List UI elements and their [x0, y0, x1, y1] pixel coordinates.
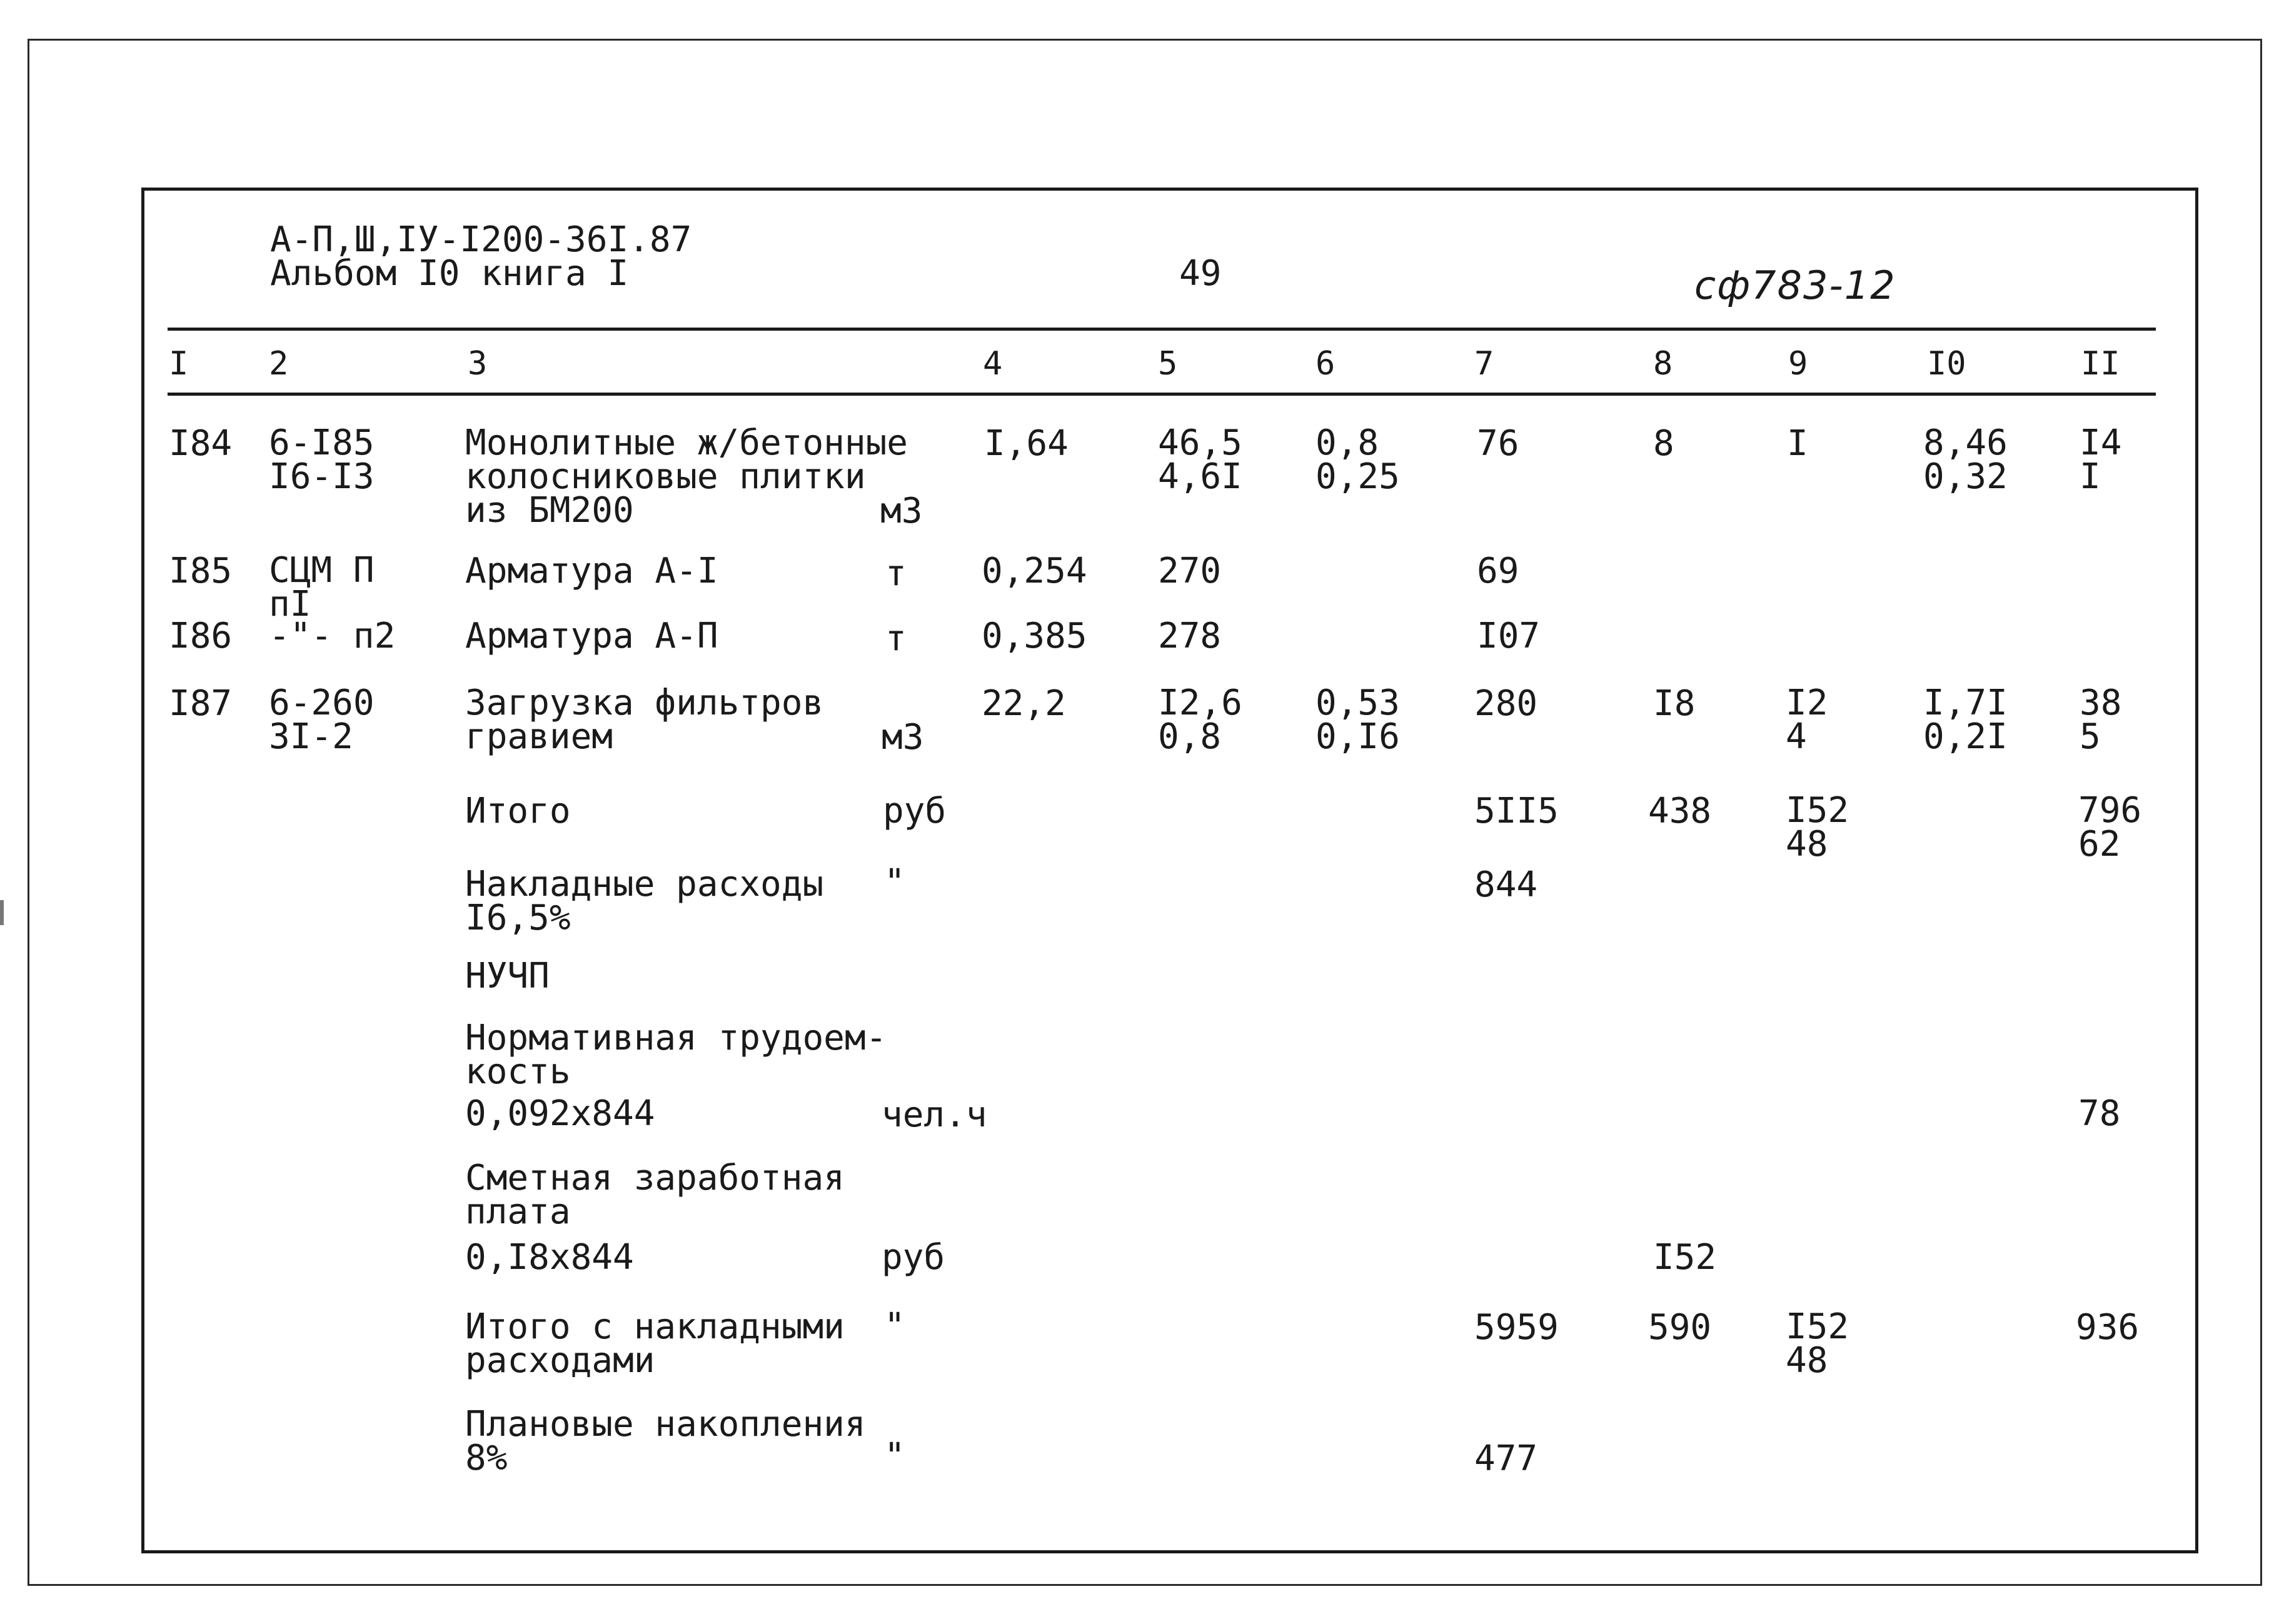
total-cost: 5959	[1474, 1307, 1559, 1348]
col10-value: I,7I 0,2I	[1923, 683, 2008, 757]
item-name: Арматура А-П	[465, 616, 718, 656]
total-cost: 69	[1477, 551, 1519, 591]
norm-code: 6-260 3I-2	[269, 683, 375, 757]
unit-cost: I2,6 0,8	[1158, 683, 1242, 757]
total-cost: I07	[1477, 616, 1541, 656]
document-designation: А-П,Ш,IУ-I200-36I.87	[270, 219, 692, 260]
row-number: I87	[169, 683, 233, 724]
col-header-2: 2	[269, 345, 289, 383]
col6-value: 0,53 0,I6	[1316, 683, 1400, 757]
col11-value: 796 62	[2078, 790, 2142, 865]
row-number: I84	[169, 423, 233, 464]
col11-value: I4 I	[2080, 423, 2122, 497]
page-number: 49	[1179, 253, 1222, 294]
col9-value: I2 4	[1786, 683, 1828, 757]
row-number: I86	[169, 616, 233, 656]
col11-value: 38 5	[2080, 683, 2122, 757]
unit: м3	[880, 491, 923, 531]
quantity: 0,385	[982, 616, 1087, 656]
unit: руб	[883, 791, 947, 831]
item-name: Плановые накопления 8%	[465, 1404, 866, 1478]
row-number: I85	[169, 551, 233, 591]
col8-value: 438	[1648, 791, 1712, 831]
item-name: Сметная заработная плата	[465, 1158, 845, 1232]
item-name: Арматура А-I	[465, 551, 718, 591]
unit: чел.ч	[882, 1095, 987, 1135]
col8-value: 590	[1648, 1307, 1712, 1348]
quantity: I,64	[984, 423, 1069, 464]
col8-value: I8	[1653, 683, 1696, 724]
edge-mark	[0, 900, 4, 925]
col8-value: 8	[1653, 423, 1674, 464]
unit-cost: 270	[1158, 551, 1222, 591]
total-cost: 477	[1474, 1438, 1538, 1479]
norm-code: 6-I85 I6-I3	[269, 423, 375, 497]
item-name: Монолитные ж/бетонные колосниковые плитки из БМ200	[465, 423, 908, 531]
item-name: Итого	[465, 791, 571, 831]
col-header-3: 3	[468, 345, 488, 383]
item-name: НУЧП	[465, 956, 550, 996]
total-cost: 76	[1477, 423, 1519, 464]
unit: т	[885, 553, 907, 594]
col-header-8: 8	[1653, 345, 1673, 383]
col9-value: I52 48	[1786, 790, 1849, 865]
col9-value: I52 48	[1786, 1306, 1849, 1381]
col-header-9: 9	[1788, 345, 1808, 383]
unit: руб	[882, 1237, 945, 1278]
item-name: Итого с накладными расходами	[465, 1306, 845, 1381]
album-book-label: Альбом I0 книга I	[270, 253, 629, 294]
norm-code: СЦМ П пI	[269, 550, 375, 624]
col-header-1: I	[169, 345, 189, 383]
unit: "	[884, 1436, 905, 1476]
norm-code: -"- п2	[269, 616, 396, 656]
col-header-4: 4	[983, 345, 1003, 383]
col10-value: 8,46 0,32	[1923, 423, 2008, 497]
col-header-11: II	[2081, 345, 2120, 383]
col-header-6: 6	[1316, 345, 1336, 383]
stamp-code: сф783-12	[1694, 263, 1896, 308]
unit: "	[884, 1306, 905, 1346]
item-name: 0,092x844	[465, 1093, 655, 1134]
header-bottom-rule	[168, 393, 2156, 396]
col11-value: 936	[2076, 1307, 2140, 1348]
col-header-5: 5	[1158, 345, 1178, 383]
unit: т	[885, 618, 907, 659]
total-cost: 844	[1474, 865, 1538, 905]
unit-cost: 278	[1158, 616, 1222, 656]
unit: м3	[882, 717, 924, 758]
item-name: Нормативная трудоем- кость	[465, 1018, 887, 1092]
col9-value: I	[1787, 423, 1808, 464]
col-header-10: I0	[1927, 345, 1966, 383]
item-name: 0,I8x844	[465, 1237, 634, 1278]
col-header-7: 7	[1474, 345, 1494, 383]
col8-value: I52	[1653, 1237, 1717, 1278]
col11-value: 78	[2078, 1093, 2121, 1134]
item-name: Загрузка фильтров гравием	[465, 683, 824, 757]
total-cost: 280	[1474, 683, 1538, 724]
col6-value: 0,8 0,25	[1316, 423, 1400, 497]
header-top-rule	[168, 328, 2156, 331]
unit: "	[884, 862, 905, 903]
quantity: 0,254	[982, 551, 1087, 591]
item-name: Накладные расходы I6,5%	[465, 864, 824, 938]
total-cost: 5II5	[1474, 791, 1559, 831]
quantity: 22,2	[982, 683, 1066, 724]
unit-cost: 46,5 4,6I	[1158, 423, 1242, 497]
